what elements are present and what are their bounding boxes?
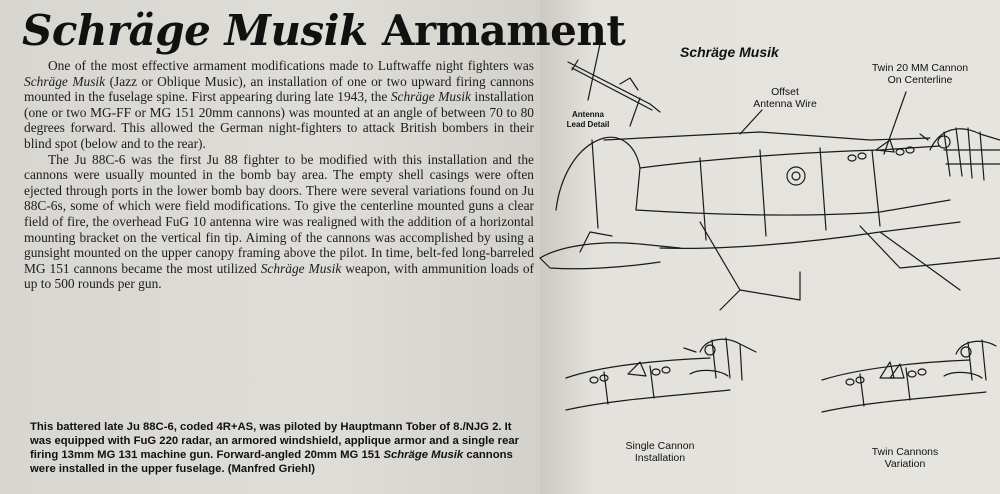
title-rest: Armament [367,6,626,55]
tail-fin [556,137,640,210]
antenna-detail-drawing [568,44,660,112]
fuselage-top [604,132,930,140]
paragraph-2-italic-a: Schräge Musik [260,260,342,276]
paragraph-1-italic-a: Schräge Musik [24,73,106,89]
paragraph-1-italic-b: Schräge Musik [390,89,471,105]
diagram-title: Schräge Musik [680,44,779,60]
label-antenna-lead-detail: Antenna Lead Detail [566,110,610,129]
paragraph-1-text-c: installation (one or two MG-FF or MG 151 20mm cannons) was mounted at an angle of between 70 to 80 degrees forward. This allowed the German night-fighters to attack British bombers in their blind spot (below and to the rear). [24,89,535,151]
label-twin-cannons-variation: Twin Cannons Variation [871,446,939,470]
paragraph-1-text-a: One of the most effective armament modifications made to Luftwaffe night fighters was [48,58,534,73]
label-offset-antenna-wire: Offset Antenna Wire [753,86,817,110]
label-twin-cannon-centerline: Twin 20 MM Cannon On Centerline [871,62,969,86]
single-cannon-drawing [566,338,756,410]
caption-text-b: cannons were installed in the upper fuselage. (Manfred Griehl) [30,449,513,475]
twin-cannon-drawing [822,340,996,412]
title-italic: Schräge Musik [22,6,368,55]
label-single-cannon-installation: Single Cannon Installation [625,440,695,464]
caption-text-a: This battered late Ju 88C-6, coded 4R+AS, was piloted by Hauptmann Tober of 8./NJG 2. It was equipped with FuG 220 radar, an armored windshield, applique armor and a single rear firing 13mm MG 131 machine gun. Forward-angled 20mm MG 151 [30,421,520,461]
paragraph-1-text-b: (Jazz or Oblique Music), an installation of one or two upward firing cannons mounted in the fuselage spine. First appearing during late 1943, the [24,73,535,105]
caption-italic: Schräge Musik [383,449,464,461]
paragraph-2-text-b: weapon, with ammunition loads of up to 500 rounds per gun. [24,260,534,292]
paragraph-2-text-a: The Ju 88C-6 was the first Ju 88 fighter to be modified with this installation and the cannons were usually mounted in the bomb bay area. The empty shell casings were often ejected through ports in the lower bomb bay doors. There were several variations found on Ju 88C-6s, some of which were field modifications. To give the centerline mounted guns a clear field of fire, the overhead FuG 10 antenna wire was realigned with the addition of a horizontal mounting bracket on the vertical fin tip. Aiming of the cannons was accomplished by using a gunsight mounted on the upper canopy framing above the pilot. In time, belt-fed long-barreled MG 151 cannons became the most utilized [24,151,534,276]
